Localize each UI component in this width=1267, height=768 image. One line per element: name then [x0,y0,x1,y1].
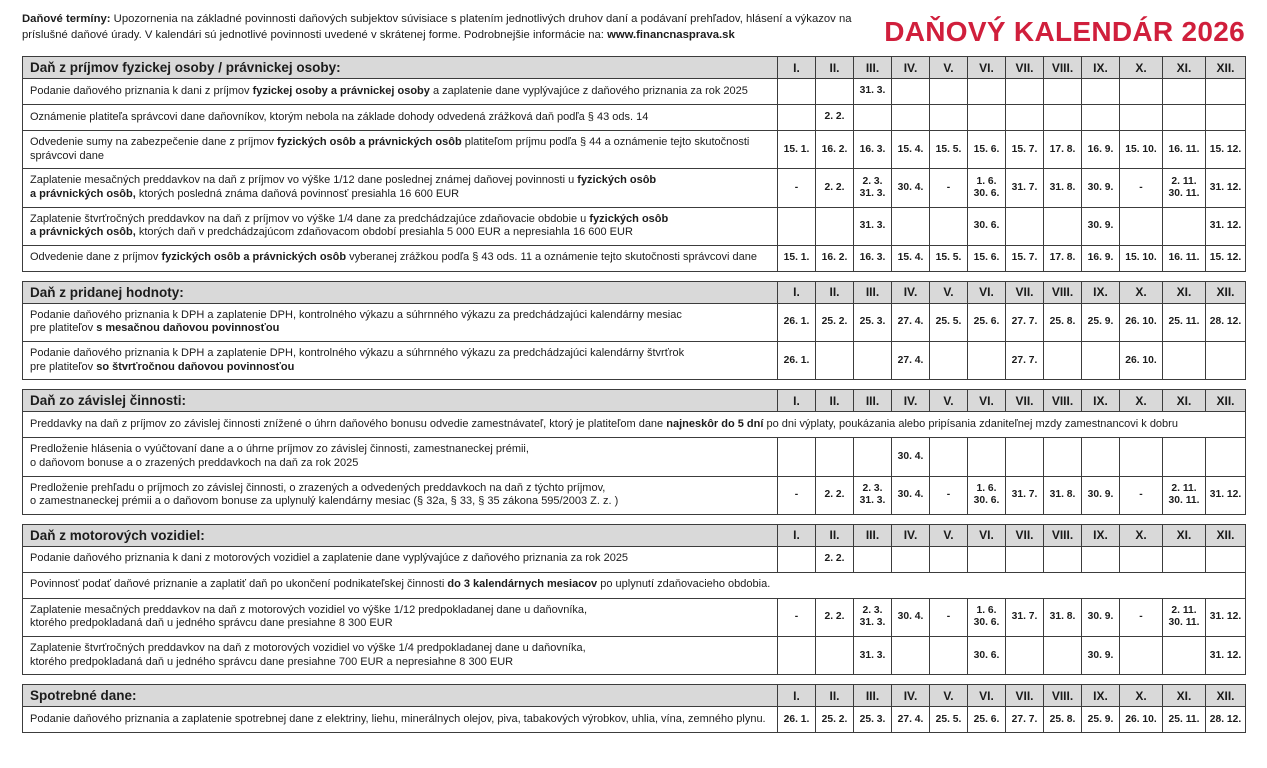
month-header-II: II. [816,524,854,546]
date-cell-V: - [930,169,968,207]
month-header-I: I. [778,524,816,546]
date-cell-X [1120,546,1163,572]
month-header-IX: IX. [1082,390,1120,412]
section-table-4 [22,524,1246,676]
date-cell-XI [1163,637,1206,675]
date-cell-X: 15. 10. [1120,131,1163,169]
date-cell-II [816,79,854,105]
table-row [23,131,1246,169]
date-cell-XII [1206,546,1246,572]
date-cell-II [816,342,854,380]
date-cell-X: 26. 10. [1120,342,1163,380]
date-cell-II: 2. 2. [816,476,854,514]
date-cell-XII [1206,342,1246,380]
date-cell-VII [1006,207,1044,245]
date-cell-X [1120,637,1163,675]
date-cell-III: 16. 3. [854,131,892,169]
date-cell-XI [1163,79,1206,105]
date-cell-XII: 31. 12. [1206,476,1246,514]
date-cell-VI: 25. 6. [968,303,1006,341]
date-cell-XI: 2. 11. 30. 11. [1163,476,1206,514]
spanning-note: Preddavky na daň z príjmov zo závislej činnosti znížené o úhrn daňového bonusu odvedie zamestnávateľ, ktorý je platiteľom dane najneskôr do 5 dní po dni výplaty, poukázania alebo pripísania zdaniteľnej mzdy zamestnancovi k dobru [23,412,1246,438]
date-cell-III [854,342,892,380]
date-cell-IX [1082,342,1120,380]
month-header-IX: IX. [1082,685,1120,707]
month-header-I: I. [778,390,816,412]
month-header-IV: IV. [892,390,930,412]
row-description: Zaplatenie štvrťročných preddavkov na daň z príjmov vo výške 1/4 dane za predchádzajúce zdaňovacie obdobie u fyzických osôb a právnických osôb, ktorých daň v predchádzajúcom zdaňovacom období presiahla 5 000 EUR a nepresiahla 16 600 EUR [23,207,778,245]
table-row [23,598,1246,636]
date-cell-V [930,207,968,245]
table-row [23,303,1246,341]
date-cell-I [778,79,816,105]
month-header-X: X. [1120,685,1163,707]
date-cell-I: 26. 1. [778,303,816,341]
date-cell-XII: 28. 12. [1206,707,1246,733]
month-header-XII: XII. [1206,524,1246,546]
date-cell-VI [968,342,1006,380]
date-cell-VII: 27. 7. [1006,303,1044,341]
month-header-VI: VI. [968,685,1006,707]
date-cell-VII: 15. 7. [1006,131,1044,169]
month-header-VI: VI. [968,281,1006,303]
month-header-II: II. [816,57,854,79]
month-header-VIII: VIII. [1044,281,1082,303]
note-body: Upozornenia na základné povinnosti daňových subjektov súvisiace s platením jednotlivých druhov daní a podávaní prehľadov, hlásení a výkazov na príslušné daňové úrady. V kalendári sú jednotlivé povinnosti uvedené v skrátenej forme. Podrobnejšie informácie na: [22,13,852,41]
date-cell-VIII: 31. 8. [1044,169,1082,207]
date-cell-XII [1206,105,1246,131]
date-cell-I: - [778,598,816,636]
date-cell-IV: 30. 4. [892,476,930,514]
note-link: www.financnasprava.sk [607,28,735,41]
date-cell-IV [892,207,930,245]
date-cell-I [778,438,816,476]
date-cell-XI: 25. 11. [1163,707,1206,733]
date-cell-IX: 16. 9. [1082,131,1120,169]
date-cell-IV [892,637,930,675]
date-cell-XII: 28. 12. [1206,303,1246,341]
row-description: Podanie daňového priznania k DPH a zaplatenie DPH, kontrolného výkazu a súhrnného výkazu za predchádzajúci kalendárny mesiac pre platiteľov s mesačnou daňovou povinnosťou [23,303,778,341]
date-cell-I [778,105,816,131]
month-header-III: III. [854,685,892,707]
date-cell-III: 31. 3. [854,207,892,245]
month-header-II: II. [816,281,854,303]
table-row [23,438,1246,476]
date-cell-X: - [1120,476,1163,514]
date-cell-VII: 31. 7. [1006,169,1044,207]
date-cell-III: 2. 3. 31. 3. [854,476,892,514]
section-header-row [23,524,1246,546]
date-cell-VIII [1044,342,1082,380]
date-cell-X: 26. 10. [1120,303,1163,341]
date-cell-VIII: 25. 8. [1044,303,1082,341]
date-cell-IX: 30. 9. [1082,207,1120,245]
date-cell-VII [1006,546,1044,572]
date-cell-II: 2. 2. [816,598,854,636]
section-title: Daň z motorových vozidiel: [23,524,778,546]
date-cell-XI: 16. 11. [1163,131,1206,169]
date-cell-VI [968,79,1006,105]
row-description: Predloženie hlásenia o vyúčtovaní dane a o úhrne príjmov zo závislej činnosti, zamestnaneckej prémii, o daňovom bonuse a o zrazených preddavkoch na daň za rok 2025 [23,438,778,476]
table-row [23,546,1246,572]
row-description: Predloženie prehľadu o príjmoch zo závislej činnosti, o zrazených a odvedených preddavkoch na daň z týchto príjmov, o zamestnaneckej prémii a o daňovom bonuse za uplynulý kalendárny mesiac (§ 32a, § 33, § 35 zákona 595/2003 Z. z. ) [23,476,778,514]
month-header-V: V. [930,281,968,303]
date-cell-IX: 30. 9. [1082,476,1120,514]
date-cell-IX [1082,79,1120,105]
date-cell-IV: 15. 4. [892,131,930,169]
date-cell-VII: 27. 7. [1006,342,1044,380]
date-cell-IX [1082,105,1120,131]
date-cell-IV [892,105,930,131]
date-cell-II: 2. 2. [816,169,854,207]
date-cell-VIII [1044,637,1082,675]
date-cell-IX: 25. 9. [1082,303,1120,341]
month-header-III: III. [854,281,892,303]
month-header-X: X. [1120,524,1163,546]
date-cell-VI: 1. 6. 30. 6. [968,598,1006,636]
date-cell-VIII [1044,546,1082,572]
month-header-VII: VII. [1006,390,1044,412]
date-cell-VI: 15. 6. [968,131,1006,169]
month-header-X: X. [1120,281,1163,303]
date-cell-IV: 15. 4. [892,245,930,271]
month-header-IV: IV. [892,685,930,707]
section-title: Daň zo závislej činnosti: [23,390,778,412]
month-header-VIII: VIII. [1044,390,1082,412]
month-header-XI: XI. [1163,57,1206,79]
date-cell-II: 2. 2. [816,546,854,572]
date-cell-III: 16. 3. [854,245,892,271]
date-cell-V: 15. 5. [930,245,968,271]
month-header-VII: VII. [1006,281,1044,303]
date-cell-VI: 1. 6. 30. 6. [968,476,1006,514]
date-cell-V: 25. 5. [930,303,968,341]
date-cell-III: 25. 3. [854,303,892,341]
date-cell-III: 2. 3. 31. 3. [854,598,892,636]
date-cell-VII [1006,637,1044,675]
month-header-III: III. [854,524,892,546]
date-cell-XII: 31. 12. [1206,598,1246,636]
month-header-XII: XII. [1206,685,1246,707]
month-header-VI: VI. [968,390,1006,412]
date-cell-I: 26. 1. [778,342,816,380]
table-row [23,412,1246,438]
month-header-VI: VI. [968,57,1006,79]
date-cell-III: 31. 3. [854,637,892,675]
row-description: Podanie daňového priznania k dani z príjmov fyzickej osoby a právnickej osoby a zaplatenie dane vyplývajúce z daňového priznania za rok 2025 [23,79,778,105]
date-cell-I [778,637,816,675]
date-cell-IV: 30. 4. [892,598,930,636]
section-header-row [23,390,1246,412]
date-cell-VII: 27. 7. [1006,707,1044,733]
section-title: Daň z pridanej hodnoty: [23,281,778,303]
date-cell-XII: 31. 12. [1206,169,1246,207]
date-cell-VII: 31. 7. [1006,598,1044,636]
month-header-X: X. [1120,57,1163,79]
date-cell-VIII [1044,105,1082,131]
month-header-I: I. [778,281,816,303]
header-note [22,12,884,43]
month-header-XII: XII. [1206,281,1246,303]
date-cell-V: 25. 5. [930,707,968,733]
month-header-XI: XI. [1163,390,1206,412]
date-cell-III: 25. 3. [854,707,892,733]
section-header-row [23,685,1246,707]
date-cell-VII [1006,438,1044,476]
date-cell-IV: 27. 4. [892,342,930,380]
section-table-5 [22,684,1246,733]
date-cell-II: 2. 2. [816,105,854,131]
date-cell-VII [1006,79,1044,105]
date-cell-V [930,438,968,476]
date-cell-VII: 15. 7. [1006,245,1044,271]
date-cell-V [930,105,968,131]
table-row [23,105,1246,131]
date-cell-I: 15. 1. [778,245,816,271]
date-cell-V [930,342,968,380]
date-cell-III [854,105,892,131]
row-description: Odvedenie dane z príjmov fyzických osôb a právnických osôb vyberanej zrážkou podľa § 43 ods. 11 a oznámenie tejto skutočnosti správcovi dane [23,245,778,271]
month-header-IV: IV. [892,281,930,303]
date-cell-IV: 30. 4. [892,438,930,476]
date-cell-VIII [1044,207,1082,245]
date-cell-X [1120,207,1163,245]
month-header-X: X. [1120,390,1163,412]
date-cell-V [930,637,968,675]
date-cell-I: 26. 1. [778,707,816,733]
date-cell-VI [968,546,1006,572]
date-cell-XI [1163,438,1206,476]
date-cell-II: 25. 2. [816,707,854,733]
table-row [23,207,1246,245]
month-header-IX: IX. [1082,524,1120,546]
date-cell-IV: 27. 4. [892,303,930,341]
date-cell-VIII: 31. 8. [1044,476,1082,514]
table-row [23,169,1246,207]
month-header-II: II. [816,390,854,412]
month-header-XI: XI. [1163,524,1206,546]
date-cell-IX: 30. 9. [1082,169,1120,207]
date-cell-VI: 1. 6. 30. 6. [968,169,1006,207]
table-row [23,342,1246,380]
month-header-XI: XI. [1163,281,1206,303]
date-cell-XI [1163,342,1206,380]
page-header [22,12,1245,48]
note-lead: Daňové termíny: [22,13,111,25]
date-cell-IX: 16. 9. [1082,245,1120,271]
date-cell-XII: 15. 12. [1206,131,1246,169]
date-cell-IX [1082,546,1120,572]
month-header-III: III. [854,57,892,79]
date-cell-V: 15. 5. [930,131,968,169]
page-title: DAŇOVÝ KALENDÁR 2026 [884,16,1245,47]
section-header-row [23,281,1246,303]
row-description: Zaplatenie mesačných preddavkov na daň z príjmov vo výške 1/12 dane poslednej známej daňovej povinnosti u fyzických osôb a právnických osôb, ktorých posledná známa daňová povinnosť presiahla 16 600 EUR [23,169,778,207]
date-cell-X [1120,105,1163,131]
section-title: Spotrebné dane: [23,685,778,707]
month-header-XI: XI. [1163,685,1206,707]
date-cell-X: - [1120,169,1163,207]
section-header-row [23,57,1246,79]
month-header-III: III. [854,390,892,412]
date-cell-VIII: 17. 8. [1044,131,1082,169]
date-cell-XI: 2. 11. 30. 11. [1163,598,1206,636]
date-cell-II [816,438,854,476]
date-cell-III [854,546,892,572]
month-header-IV: IV. [892,524,930,546]
month-header-VIII: VIII. [1044,524,1082,546]
row-description: Podanie daňového priznania a zaplatenie spotrebnej dane z elektriny, liehu, minerálnych olejov, piva, tabakových výrobkov, uhlia, vína, zemného plynu. [23,707,778,733]
date-cell-XII: 31. 12. [1206,207,1246,245]
tax-calendar [22,56,1245,733]
table-row [23,637,1246,675]
date-cell-I [778,207,816,245]
month-header-XII: XII. [1206,390,1246,412]
date-cell-IV [892,79,930,105]
date-cell-V [930,79,968,105]
month-header-V: V. [930,390,968,412]
date-cell-VI [968,438,1006,476]
month-header-V: V. [930,524,968,546]
date-cell-IX: 30. 9. [1082,637,1120,675]
row-description: Oznámenie platiteľa správcovi dane daňovníkov, ktorým nebola na základe dohody odvedená zrážková daň podľa § 43 ods. 14 [23,105,778,131]
date-cell-VIII [1044,438,1082,476]
date-cell-III: 31. 3. [854,79,892,105]
date-cell-II: 16. 2. [816,245,854,271]
date-cell-II: 25. 2. [816,303,854,341]
date-cell-XI [1163,546,1206,572]
date-cell-I: 15. 1. [778,131,816,169]
date-cell-VI [968,105,1006,131]
date-cell-II [816,637,854,675]
date-cell-X: 26. 10. [1120,707,1163,733]
row-description: Odvedenie sumy na zabezpečenie dane z príjmov fyzických osôb a právnických osôb platiteľom príjmu podľa § 44 a oznámenie tejto skutočnosti správcovi dane [23,131,778,169]
row-description: Zaplatenie štvrťročných preddavkov na daň z motorových vozidiel vo výške 1/4 predpokladanej dane u daňovníka, ktorého predpokladaná daň u jedného správcu dane presiahne 700 EUR a nepresiahne 8 300 EUR [23,637,778,675]
date-cell-I: - [778,169,816,207]
month-header-I: I. [778,685,816,707]
month-header-VI: VI. [968,524,1006,546]
month-header-VII: VII. [1006,685,1044,707]
month-header-IX: IX. [1082,57,1120,79]
date-cell-XII [1206,79,1246,105]
date-cell-V: - [930,598,968,636]
section-table-3 [22,389,1246,515]
row-description: Podanie daňového priznania k DPH a zaplatenie DPH, kontrolného výkazu a súhrnného výkazu za predchádzajúci kalendárny štvrťrok pre platiteľov so štvrťročnou daňovou povinnosťou [23,342,778,380]
date-cell-XI: 2. 11. 30. 11. [1163,169,1206,207]
date-cell-XII [1206,438,1246,476]
date-cell-X [1120,438,1163,476]
date-cell-XII: 15. 12. [1206,245,1246,271]
date-cell-XI: 16. 11. [1163,245,1206,271]
row-description: Zaplatenie mesačných preddavkov na daň z motorových vozidiel vo výške 1/12 predpokladanej dane u daňovníka, ktorého predpokladaná daň u jedného správcu dane presiahne 8 300 EUR [23,598,778,636]
date-cell-X: - [1120,598,1163,636]
month-header-VII: VII. [1006,524,1044,546]
table-row [23,79,1246,105]
table-row [23,707,1246,733]
date-cell-VIII: 25. 8. [1044,707,1082,733]
date-cell-VI: 30. 6. [968,207,1006,245]
month-header-VIII: VIII. [1044,57,1082,79]
month-header-VII: VII. [1006,57,1044,79]
date-cell-VIII [1044,79,1082,105]
month-header-VIII: VIII. [1044,685,1082,707]
date-cell-X: 15. 10. [1120,245,1163,271]
date-cell-IX [1082,438,1120,476]
date-cell-I [778,546,816,572]
date-cell-V: - [930,476,968,514]
section-title: Daň z príjmov fyzickej osoby / právnickej osoby: [23,57,778,79]
date-cell-IV: 27. 4. [892,707,930,733]
month-header-II: II. [816,685,854,707]
month-header-V: V. [930,57,968,79]
month-header-IX: IX. [1082,281,1120,303]
section-table-1 [22,56,1246,272]
row-description: Podanie daňového priznania k dani z motorových vozidiel a zaplatenie dane vyplývajúce z daňového priznania za rok 2025 [23,546,778,572]
date-cell-VII [1006,105,1044,131]
date-cell-VI: 30. 6. [968,637,1006,675]
date-cell-VIII: 17. 8. [1044,245,1082,271]
table-row [23,572,1246,598]
date-cell-XII: 31. 12. [1206,637,1246,675]
date-cell-II [816,207,854,245]
date-cell-VI: 15. 6. [968,245,1006,271]
date-cell-VII: 31. 7. [1006,476,1044,514]
date-cell-XI: 25. 11. [1163,303,1206,341]
date-cell-IV: 30. 4. [892,169,930,207]
date-cell-IV [892,546,930,572]
date-cell-V [930,546,968,572]
date-cell-IX: 25. 9. [1082,707,1120,733]
table-row [23,245,1246,271]
section-table-2 [22,281,1246,381]
date-cell-VI: 25. 6. [968,707,1006,733]
date-cell-XI [1163,105,1206,131]
month-header-XII: XII. [1206,57,1246,79]
date-cell-III [854,438,892,476]
spanning-note: Povinnosť podať daňové priznanie a zaplatiť daň po ukončení podnikateľskej činnosti do 3 kalendárnych mesiacov po uplynutí zdaňovacieho obdobia. [23,572,1246,598]
month-header-IV: IV. [892,57,930,79]
date-cell-II: 16. 2. [816,131,854,169]
date-cell-I: - [778,476,816,514]
month-header-V: V. [930,685,968,707]
month-header-I: I. [778,57,816,79]
date-cell-VIII: 31. 8. [1044,598,1082,636]
table-row [23,476,1246,514]
date-cell-X [1120,79,1163,105]
date-cell-XI [1163,207,1206,245]
date-cell-IX: 30. 9. [1082,598,1120,636]
date-cell-III: 2. 3. 31. 3. [854,169,892,207]
